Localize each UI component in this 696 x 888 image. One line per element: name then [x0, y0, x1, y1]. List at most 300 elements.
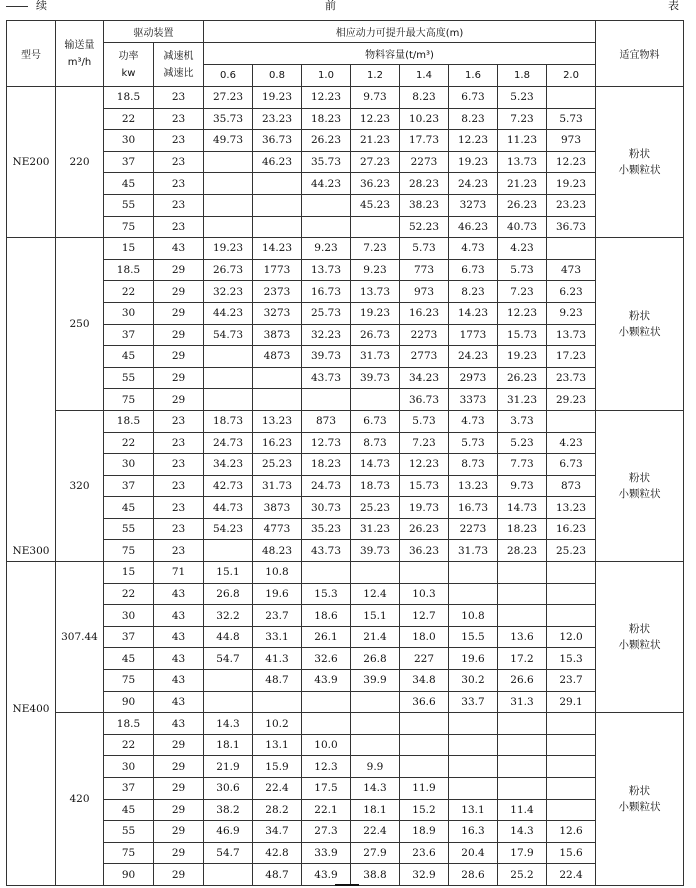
material-line: 小颗粒状 — [618, 487, 661, 500]
material-line: 小颗粒状 — [618, 801, 661, 814]
height-cell: 26.73 — [204, 259, 253, 281]
height-cell — [547, 410, 596, 432]
power-cell: 45 — [104, 799, 154, 821]
height-cell: 773 — [400, 259, 449, 281]
height-cell: 14.73 — [498, 497, 547, 519]
height-cell: 45.23 — [351, 194, 400, 216]
height-cell — [498, 778, 547, 800]
height-cell: 54.23 — [204, 518, 253, 540]
height-cell: 15.6 — [547, 842, 596, 864]
ratio-cell: 29 — [154, 302, 204, 324]
height-cell — [253, 194, 302, 216]
height-cell: 4773 — [253, 518, 302, 540]
ratio-cell: 29 — [154, 281, 204, 303]
ratio-cell: 23 — [154, 130, 204, 152]
ratio-cell: 43 — [154, 691, 204, 713]
height-cell: 13.73 — [547, 324, 596, 346]
height-cell: 9.23 — [547, 302, 596, 324]
height-cell: 26.1 — [302, 626, 351, 648]
height-cell: 54.73 — [204, 324, 253, 346]
height-cell: 15.5 — [449, 626, 498, 648]
ratio-cell: 43 — [154, 583, 204, 605]
height-cell: 12.23 — [351, 108, 400, 130]
height-cell — [204, 216, 253, 238]
power-cell: 45 — [104, 346, 154, 368]
height-cell — [204, 367, 253, 389]
height-cell: 6.23 — [547, 281, 596, 303]
height-cell: 23.7 — [547, 670, 596, 692]
height-cell: 7.23 — [498, 281, 547, 303]
height-cell: 17.2 — [498, 648, 547, 670]
height-cell: 14.3 — [351, 778, 400, 800]
flow-header-unit: m³/h — [67, 56, 92, 68]
height-cell: 18.6 — [302, 605, 351, 627]
height-cell: 473 — [547, 259, 596, 281]
height-cell: 28.23 — [498, 540, 547, 562]
height-cell: 4.23 — [547, 432, 596, 454]
power-cell: 37 — [104, 324, 154, 346]
height-cell: 32.23 — [204, 281, 253, 303]
table-row — [7, 324, 684, 346]
height-header: 相应动力可提升最大高度(m) — [204, 21, 596, 43]
height-cell: 36.23 — [400, 540, 449, 562]
height-cell — [400, 713, 449, 735]
height-cell: 27.23 — [204, 87, 253, 109]
height-cell: 17.5 — [302, 778, 351, 800]
height-cell: 44.73 — [204, 497, 253, 519]
ratio-cell: 29 — [154, 324, 204, 346]
flow-header — [56, 21, 104, 87]
height-cell: 29.1 — [547, 691, 596, 713]
height-cell: 13.23 — [253, 410, 302, 432]
height-cell: 42.8 — [253, 842, 302, 864]
table-row — [7, 108, 684, 130]
power-cell: 18.5 — [104, 87, 154, 109]
flow-cell: 320 — [56, 410, 104, 561]
height-cell: 3.73 — [498, 410, 547, 432]
power-cell: 75 — [104, 216, 154, 238]
height-cell: 24.73 — [302, 475, 351, 497]
height-cell: 973 — [547, 130, 596, 152]
height-cell: 34.8 — [400, 670, 449, 692]
height-cell: 6.73 — [449, 259, 498, 281]
height-cell — [449, 756, 498, 778]
height-cell — [204, 540, 253, 562]
height-cell — [253, 216, 302, 238]
material-line: 粉状 — [629, 471, 651, 484]
height-cell: 27.3 — [302, 821, 351, 843]
power-cell: 22 — [104, 432, 154, 454]
height-cell — [547, 238, 596, 260]
table-row — [7, 497, 684, 519]
height-cell: 27.23 — [351, 151, 400, 173]
height-cell — [449, 713, 498, 735]
height-cell: 873 — [302, 410, 351, 432]
ratio-cell: 23 — [154, 151, 204, 173]
height-cell: 33.7 — [449, 691, 498, 713]
height-cell: 38.2 — [204, 799, 253, 821]
model-cell: NE300 — [7, 238, 56, 562]
ratio-cell: 23 — [154, 87, 204, 109]
table-row — [7, 864, 684, 886]
height-cell: 13.23 — [449, 475, 498, 497]
height-cell: 16.73 — [449, 497, 498, 519]
height-cell — [449, 778, 498, 800]
height-cell — [547, 778, 596, 800]
height-cell: 31.23 — [498, 389, 547, 411]
height-cell: 43.73 — [302, 367, 351, 389]
height-cell — [498, 605, 547, 627]
height-cell: 28.23 — [400, 173, 449, 195]
height-cell: 22.4 — [253, 778, 302, 800]
power-cell: 37 — [104, 151, 154, 173]
height-cell: 26.73 — [351, 324, 400, 346]
height-cell: 19.23 — [204, 238, 253, 260]
density-header: 物料容量(t/m³) — [204, 43, 596, 65]
height-cell: 35.23 — [302, 518, 351, 540]
ratio-cell: 23 — [154, 475, 204, 497]
height-cell: 11.9 — [400, 778, 449, 800]
height-cell: 14.73 — [351, 454, 400, 476]
ratio-cell: 43 — [154, 648, 204, 670]
height-cell: 19.23 — [449, 151, 498, 173]
height-cell: 2773 — [400, 346, 449, 368]
height-cell: 30.73 — [302, 497, 351, 519]
power-cell: 30 — [104, 454, 154, 476]
table-row — [7, 583, 684, 605]
height-cell — [547, 87, 596, 109]
ratio-cell: 29 — [154, 821, 204, 843]
height-cell — [253, 173, 302, 195]
ratio-cell: 43 — [154, 670, 204, 692]
height-cell — [204, 173, 253, 195]
table-row — [7, 259, 684, 281]
height-cell: 33.9 — [302, 842, 351, 864]
height-cell: 34.7 — [253, 821, 302, 843]
height-cell: 49.73 — [204, 130, 253, 152]
height-cell: 8.23 — [449, 108, 498, 130]
height-cell — [449, 562, 498, 584]
ratio-cell: 29 — [154, 346, 204, 368]
height-cell: 13.73 — [498, 151, 547, 173]
height-cell: 1773 — [253, 259, 302, 281]
height-cell: 31.23 — [351, 518, 400, 540]
height-cell: 35.73 — [302, 151, 351, 173]
material-cell — [596, 238, 684, 411]
height-cell: 11.23 — [498, 130, 547, 152]
height-cell: 46.23 — [449, 216, 498, 238]
height-cell: 20.4 — [449, 842, 498, 864]
height-cell: 23.6 — [400, 842, 449, 864]
power-cell: 18.5 — [104, 410, 154, 432]
power-cell: 75 — [104, 670, 154, 692]
power-cell: 55 — [104, 518, 154, 540]
height-cell: 10.3 — [400, 583, 449, 605]
table-row — [7, 194, 684, 216]
height-cell: 18.9 — [400, 821, 449, 843]
height-cell: 41.3 — [253, 648, 302, 670]
height-cell: 14.3 — [498, 821, 547, 843]
power-cell: 55 — [104, 821, 154, 843]
table-row — [7, 454, 684, 476]
material-cell — [596, 87, 684, 238]
height-cell: 10.2 — [253, 713, 302, 735]
height-cell: 43.73 — [302, 540, 351, 562]
height-cell — [204, 864, 253, 886]
height-cell: 5.73 — [449, 432, 498, 454]
height-cell: 31.3 — [498, 691, 547, 713]
table-row — [7, 173, 684, 195]
height-cell: 9.73 — [351, 87, 400, 109]
power-cell: 37 — [104, 475, 154, 497]
table-row — [7, 670, 684, 692]
height-cell: 2273 — [400, 151, 449, 173]
table-row — [7, 389, 684, 411]
density-value: 2.0 — [547, 65, 596, 87]
height-cell: 11.4 — [498, 799, 547, 821]
height-cell: 24.73 — [204, 432, 253, 454]
table-row — [7, 799, 684, 821]
height-cell: 27.9 — [351, 842, 400, 864]
height-cell: 32.9 — [400, 864, 449, 886]
table-row — [7, 691, 684, 713]
height-cell: 43.9 — [302, 670, 351, 692]
height-cell: 18.23 — [302, 108, 351, 130]
ratio-cell: 71 — [154, 562, 204, 584]
height-cell: 13.1 — [253, 734, 302, 756]
power-cell: 15 — [104, 562, 154, 584]
height-cell — [351, 562, 400, 584]
density-value: 1.0 — [302, 65, 351, 87]
table-row — [7, 302, 684, 324]
height-cell — [302, 216, 351, 238]
height-cell: 36.73 — [547, 216, 596, 238]
height-cell — [253, 389, 302, 411]
model-cell: NE200 — [7, 87, 56, 238]
height-cell: 23.23 — [253, 108, 302, 130]
height-cell: 13.1 — [449, 799, 498, 821]
height-cell: 24.23 — [449, 346, 498, 368]
height-cell: 9.23 — [351, 259, 400, 281]
ratio-cell: 23 — [154, 108, 204, 130]
height-cell: 13.73 — [302, 259, 351, 281]
height-cell — [498, 713, 547, 735]
spec-table — [6, 20, 684, 886]
height-cell: 12.23 — [302, 87, 351, 109]
ratio-cell: 23 — [154, 540, 204, 562]
power-cell: 90 — [104, 691, 154, 713]
height-cell: 48.7 — [253, 864, 302, 886]
height-cell: 9.23 — [302, 238, 351, 260]
ratio-cell: 29 — [154, 367, 204, 389]
power-cell: 22 — [104, 281, 154, 303]
height-cell: 40.73 — [498, 216, 547, 238]
height-cell: 9.73 — [498, 475, 547, 497]
height-cell: 39.73 — [351, 367, 400, 389]
ratio-cell: 29 — [154, 756, 204, 778]
height-cell: 10.0 — [302, 734, 351, 756]
height-cell: 21.4 — [351, 626, 400, 648]
ratio-cell: 43 — [154, 238, 204, 260]
height-cell: 6.73 — [547, 454, 596, 476]
height-cell: 8.73 — [449, 454, 498, 476]
material-line: 粉状 — [629, 623, 651, 636]
height-cell: 38.8 — [351, 864, 400, 886]
table-row — [7, 87, 684, 109]
height-cell — [351, 713, 400, 735]
height-cell: 17.9 — [498, 842, 547, 864]
reducer-header — [154, 43, 204, 87]
height-cell: 3373 — [449, 389, 498, 411]
height-cell: 25.23 — [253, 454, 302, 476]
header-continued-right: 表 — [668, 0, 679, 12]
ratio-cell: 29 — [154, 259, 204, 281]
height-cell: 23.73 — [547, 367, 596, 389]
height-cell: 4.73 — [449, 238, 498, 260]
height-cell: 3273 — [253, 302, 302, 324]
height-cell: 17.23 — [547, 346, 596, 368]
height-cell: 6.73 — [449, 87, 498, 109]
height-cell: 39.73 — [351, 540, 400, 562]
table-row — [7, 281, 684, 303]
height-cell: 15.1 — [351, 605, 400, 627]
height-cell: 48.7 — [253, 670, 302, 692]
height-cell: 19.73 — [400, 497, 449, 519]
height-cell: 7.73 — [498, 454, 547, 476]
power-cell: 37 — [104, 778, 154, 800]
power-cell: 45 — [104, 648, 154, 670]
table-row — [7, 151, 684, 173]
height-cell — [400, 734, 449, 756]
height-cell: 42.73 — [204, 475, 253, 497]
height-cell: 16.23 — [547, 518, 596, 540]
ratio-cell: 23 — [154, 216, 204, 238]
height-cell: 26.23 — [400, 518, 449, 540]
height-cell: 16.3 — [449, 821, 498, 843]
material-header: 适宜物料 — [596, 21, 684, 87]
height-cell: 15.73 — [498, 324, 547, 346]
power-cell: 22 — [104, 108, 154, 130]
drive-header: 驱动装置 — [104, 21, 204, 43]
height-cell: 3873 — [253, 497, 302, 519]
ratio-cell: 29 — [154, 864, 204, 886]
height-cell — [204, 691, 253, 713]
table-row — [7, 842, 684, 864]
height-cell — [498, 734, 547, 756]
ratio-cell: 43 — [154, 605, 204, 627]
height-cell — [302, 389, 351, 411]
height-cell: 30.2 — [449, 670, 498, 692]
table-row — [7, 756, 684, 778]
flow-cell: 420 — [56, 713, 104, 886]
table-row — [7, 410, 684, 432]
power-cell: 22 — [104, 734, 154, 756]
height-cell: 15.3 — [547, 648, 596, 670]
height-cell — [547, 799, 596, 821]
power-cell: 45 — [104, 497, 154, 519]
power-cell: 22 — [104, 583, 154, 605]
height-cell — [547, 734, 596, 756]
density-value: 1.2 — [351, 65, 400, 87]
height-cell: 18.73 — [204, 410, 253, 432]
height-cell: 7.23 — [400, 432, 449, 454]
power-cell: 15 — [104, 238, 154, 260]
material-line: 粉状 — [629, 785, 651, 798]
height-cell: 36.73 — [400, 389, 449, 411]
ratio-cell: 29 — [154, 389, 204, 411]
ratio-cell: 43 — [154, 713, 204, 735]
material-line: 小颗粒状 — [618, 639, 661, 652]
height-cell: 46.23 — [253, 151, 302, 173]
height-cell: 25.73 — [302, 302, 351, 324]
height-cell: 16.73 — [302, 281, 351, 303]
table-row — [7, 778, 684, 800]
table-row — [7, 734, 684, 756]
height-cell: 30.6 — [204, 778, 253, 800]
reducer-header-label: 减速机 — [163, 50, 194, 62]
height-cell: 38.23 — [400, 194, 449, 216]
height-cell: 26.23 — [498, 194, 547, 216]
ratio-cell: 23 — [154, 497, 204, 519]
power-header-unit: kw — [121, 67, 136, 79]
height-cell: 18.23 — [302, 454, 351, 476]
height-cell: 12.3 — [302, 756, 351, 778]
height-cell — [302, 691, 351, 713]
table-row — [7, 605, 684, 627]
height-cell: 32.2 — [204, 605, 253, 627]
density-value: 1.8 — [498, 65, 547, 87]
height-cell: 33.1 — [253, 626, 302, 648]
height-cell: 4.23 — [498, 238, 547, 260]
density-value: 0.6 — [204, 65, 253, 87]
power-cell: 30 — [104, 605, 154, 627]
height-cell — [400, 562, 449, 584]
table-row — [7, 626, 684, 648]
ratio-cell: 23 — [154, 410, 204, 432]
table-row — [7, 540, 684, 562]
height-cell: 32.23 — [302, 324, 351, 346]
height-cell: 12.73 — [302, 432, 351, 454]
power-cell: 75 — [104, 389, 154, 411]
height-cell: 13.23 — [547, 497, 596, 519]
height-cell — [547, 756, 596, 778]
height-cell: 8.23 — [400, 87, 449, 109]
height-cell: 36.6 — [400, 691, 449, 713]
height-cell: 29.23 — [547, 389, 596, 411]
height-cell: 12.6 — [547, 821, 596, 843]
height-cell: 17.73 — [400, 130, 449, 152]
height-cell: 10.8 — [253, 562, 302, 584]
height-cell: 5.23 — [498, 432, 547, 454]
table-row — [7, 518, 684, 540]
height-cell: 16.23 — [253, 432, 302, 454]
model-header: 型号 — [7, 21, 56, 87]
table-row — [7, 130, 684, 152]
height-cell: 10.23 — [400, 108, 449, 130]
density-value: 1.4 — [400, 65, 449, 87]
height-cell: 52.23 — [400, 216, 449, 238]
height-cell: 24.23 — [449, 173, 498, 195]
height-cell: 36.73 — [253, 130, 302, 152]
power-header-label: 功率 — [118, 50, 139, 62]
height-cell: 12.23 — [400, 454, 449, 476]
height-cell: 2273 — [400, 324, 449, 346]
power-cell: 18.5 — [104, 713, 154, 735]
table-row — [7, 562, 684, 584]
height-cell — [547, 713, 596, 735]
height-cell: 5.73 — [400, 238, 449, 260]
height-cell: 15.73 — [400, 475, 449, 497]
